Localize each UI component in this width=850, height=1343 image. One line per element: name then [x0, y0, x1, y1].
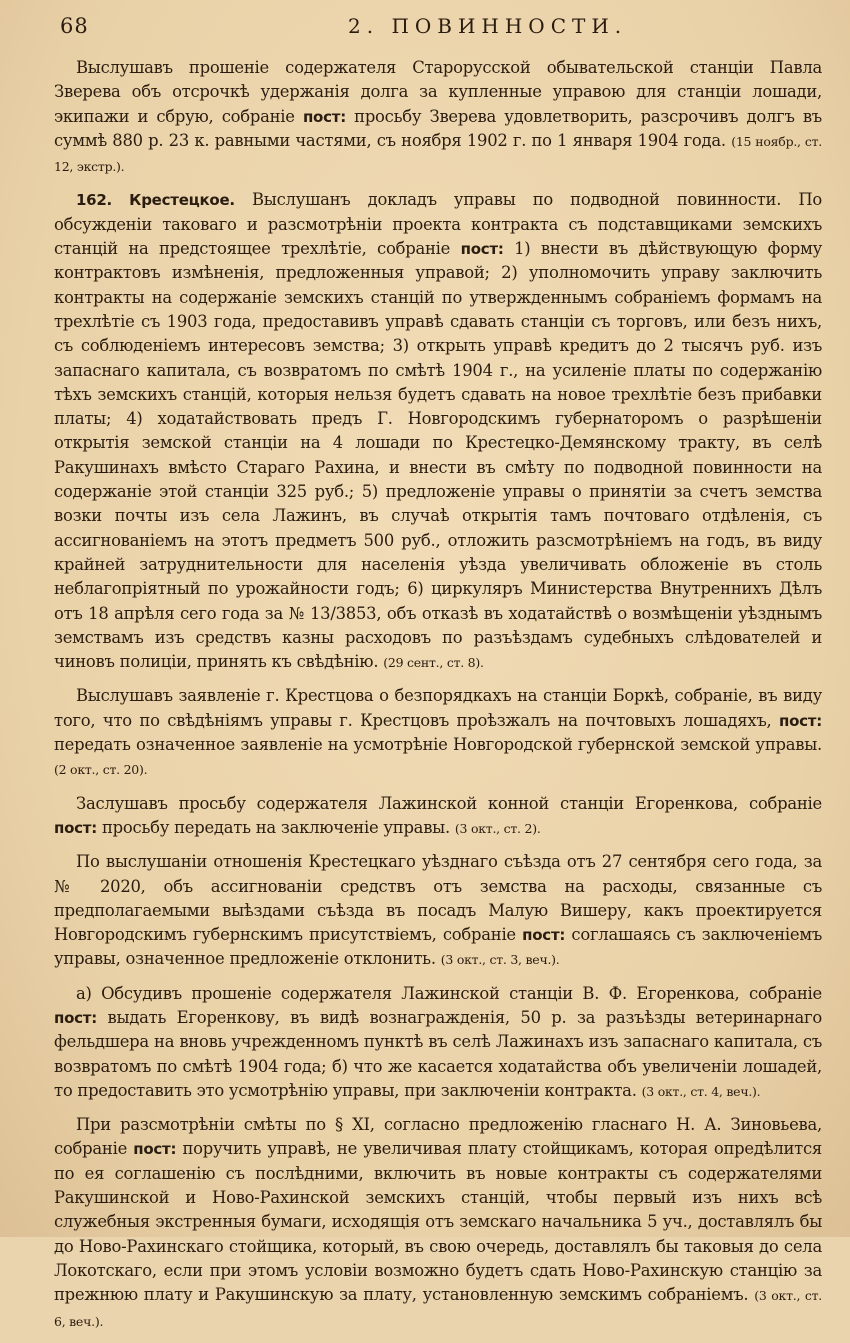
session-reference: (3 окт., ст. 2).: [454, 820, 541, 836]
session-reference: (3 окт., ст. 6, веч.).: [54, 1288, 822, 1329]
paragraph-lazhinskaya-request: Заслушавъ просьбу содержателя Лажинской конной станціи Егоренкова, собраніе пост: просьбу передать на заключеніе управы. (3 окт., ст. 2).: [54, 793, 822, 837]
body-text: [54, 56, 822, 1343]
paragraph-egorenkov: а) Обсудивъ прошеніе содержателя Лажинской станціи В. Ф. Егоренкова, собраніе пост: выдать Егоренкову, въ видѣ вознагражденія, 50 р. за разъѣзды ветеринарнаго фельдшера на вновь учрежденномъ пунктѣ въ селѣ Лажинахъ изъ запаснаго капитала, съ возвратомъ по смѣтѣ 1904 года; б) что же касается ходатайства объ увеличеніи лошадей, то предоставить это усмотрѣнію управы, при заключеніи контракта. (3 окт., ст. 4, веч.).: [54, 983, 822, 1100]
session-reference: (3 окт., ст. 3, веч.).: [440, 952, 560, 968]
paragraph-malaya-vishera: По выслушаніи отношенія Крестецкаго уѣзднаго съѣзда отъ 27 сентября сего года, за № 2020, объ ассигнованіи средствъ отъ земства на расходы, связанные съ предполагаемыми выѣздами съѣзда въ посадъ Малую Вишеру, какъ проектируется Новгородскимъ губернскимъ присутствіемъ, собраніе пост: соглашаясь съ заключеніемъ управы, означенное предложеніе отклонить. (3 окт., ст. 3, веч.).: [54, 852, 822, 969]
page-header: [60, 14, 810, 44]
session-reference: (3 окт., ст. 4, веч.).: [641, 1083, 761, 1099]
resolution-keyword: пост:: [302, 107, 346, 126]
page-number: 68: [60, 14, 89, 38]
paragraph-zinovyev: При разсмотрѣніи смѣты по § XI, согласно предложенію гласнаго Н. А. Зиновьева, собраніе пост: поручить управѣ, не увеличивая плату стойщикамъ, которая опредѣлится по ея соглашенію съ послѣдними, включить въ новые контракты съ содержателями Ракушинской и Ново-Рахинской земскихъ станцій, чтобы первый изъ нихъ всѣ служебныя экстренныя бумаги, исходящія отъ земскаго начальника 5 уч., доставлялъ бы до Ново-Рахинскаго стойщика, который, въ свою очередь, доставлялъ бы таковыя до села Локотскаго, если при этомъ условіи возможно будетъ сдать Ново-Рахинскую станцію за прежнюю плату и Ракушинскую за плату, установленную земскимъ собраніемъ. (3 окт., ст. 6, веч.).: [54, 1115, 822, 1329]
section-heading: 162. Крестецкое.: [76, 191, 235, 210]
paragraph-borki-station: Выслушавъ заявленіе г. Крестцова о безпорядкахъ на станціи Боркѣ, собраніе, въ виду того, что по свѣдѣніямъ управы г. Крестцовъ проѣзжалъ на почтовыхъ лошадяхъ, пост: передать означенное заявленіе на усмотрѣніе Новгородской губернской земской управы. (2 окт., ст. 20).: [54, 686, 822, 778]
session-reference: (29 сент., ст. 8).: [383, 655, 484, 671]
session-reference: (2 окт., ст. 20).: [54, 762, 148, 778]
session-reference: (15 ноябр., ст. 12, экстр.).: [54, 133, 823, 175]
resolution-keyword: пост:: [54, 1008, 98, 1027]
resolution-keyword: пост:: [54, 818, 98, 837]
resolution-keyword: пост:: [778, 711, 822, 730]
paragraph-staraya-russa-station: Выслушавъ прошеніе содержателя Старорусской обывательской станціи Павла Зверева объ отсрочкѣ удержанія долга за купленные управою для станціи лошади, экипажи и сбрую, собраніе пост: просьбу Зверева удовлетворить, разсрочивъ долгъ въ суммѣ 880 р. 23 к. равными частями, съ ноября 1902 г. по 1 января 1904 года. (15 ноябр., ст. 12, экстр.).: [54, 58, 823, 175]
paragraph-krestetskoe: 162. Крестецкое. Выслушанъ докладъ управы по подводной повинности. По обсужденіи таковаго и разсмотрѣніи проекта контракта съ подставщиками земскихъ станцій на предстоящее трехлѣтіе, собраніе пост: 1) внести въ дѣйствующую форму контрактовъ измѣненія, предложенныя управой; 2) уполномочить управу заключить контракты на содержаніе земскихъ станцій по утвержденнымъ собраніемъ формамъ на трехлѣтіе съ 1903 года, предоставивъ управѣ сдавать станціи съ торговъ, или безъ нихъ, съ соблюденіемъ интересовъ земства; 3) открыть управѣ кредитъ до 2 тысячъ руб. изъ запаснаго капитала, съ возвратомъ по смѣтѣ 1904 г., на усиленіе платы по содержанію тѣхъ земскихъ станцій, которыя нельзя будетъ сдавать на новое трехлѣтіе безъ прибавки платы; 4) ходатайствовать предъ Г. Новгородскимъ губернаторомъ о разрѣшеніи открытія земской станціи на 4 лошади по Крестецко-Демянскому тракту, въ селѣ Ракушинахъ вмѣсто Стараго Рахина, и внести въ смѣту по подводной повинности на содержаніе этой станціи 325 руб.; 5) предложеніе управы о принятіи за счетъ земства возки почты изъ села Лажинъ, въ случаѣ открытія тамъ почтоваго отдѣленія, съ ассигнованіемъ на этотъ предметъ 500 руб., отложить разсмотрѣніемъ на годъ, въ виду крайней затруднительности для населенія уѣзда увеличивать обложеніе въ столь неблагопріятный по урожайности годъ; 6) циркуляръ Министерства Внутреннихъ Дѣлъ отъ 18 апрѣля сего года за № 13/3853, объ отказѣ въ ходатайствѣ о возмѣщеніи уѣзднымъ земствамъ изъ средствъ казны расходовъ по разъѣздамъ судебныхъ слѣдователей и чиновъ полиціи, принять къ свѣдѣнію. (29 сент., ст. 8).: [54, 190, 822, 672]
resolution-keyword: пост:: [460, 240, 504, 259]
section-title: 2. ПОВИННОСТИ.: [348, 14, 628, 38]
resolution-keyword: пост:: [133, 1140, 177, 1159]
resolution-keyword: пост:: [522, 926, 566, 945]
